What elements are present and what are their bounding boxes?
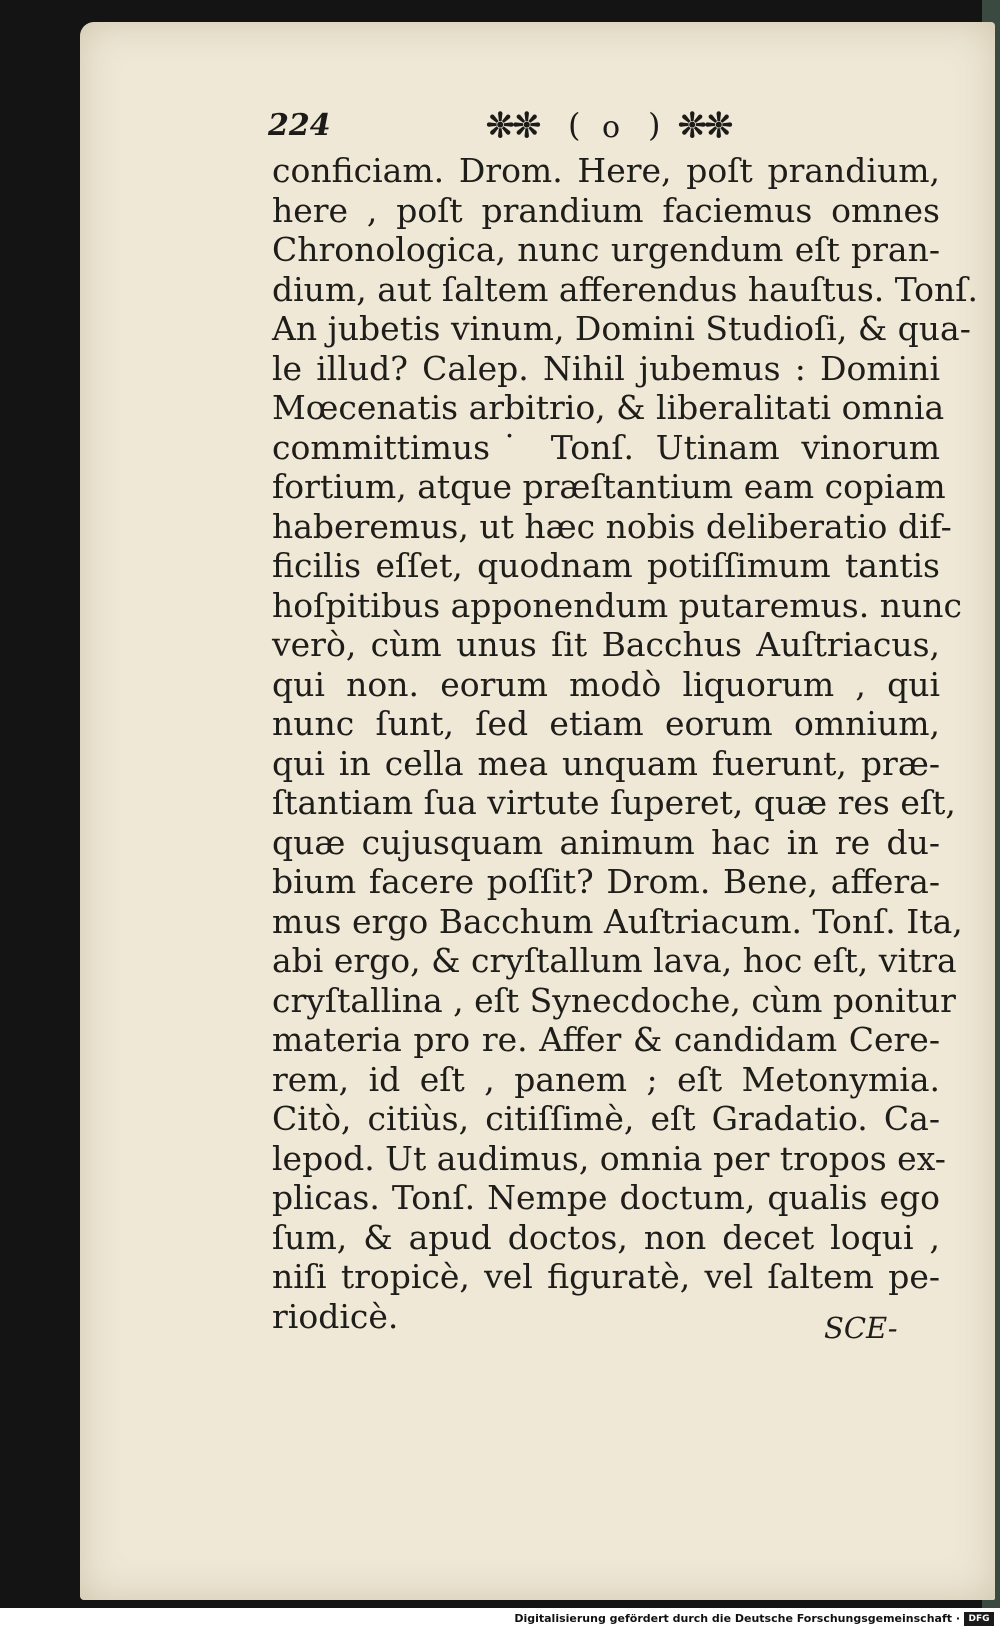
text-line: committimus˙ Tonſ. Utinam vinorum [272, 427, 940, 467]
text-line: conficiam. Drom. Here, poſt prandium, [272, 151, 940, 190]
header-center-mark: o [602, 110, 621, 145]
catchword: SCE- [824, 1311, 898, 1345]
text-line: ficilis eſſet, quodnam potiſſimum tantis [272, 546, 940, 585]
text-line: Chronologica, nunc urgendum eſt pran- [272, 230, 940, 269]
text-line: ſtantiam ſua virtute ſuperet, quæ res eſt, [272, 783, 956, 822]
text-line: Citò, citiùs, citiſſimè, eſt Gradatio. Ca- [272, 1099, 940, 1138]
ornament-right-icon: ❊❊ [678, 106, 731, 146]
text-line: rem, id eſt , panem ; eſt Metonymia. [272, 1059, 940, 1099]
text-line: dium, aut ſaltem afferendus hauſtus. Tonſ. [272, 269, 979, 309]
ornament-left-icon: ❊❊ [486, 106, 539, 146]
footer-credit: Digitalisierung gefördert durch die Deutsche Forschungsgemeinschaft · [514, 1612, 960, 1625]
body-text [272, 151, 979, 1336]
text-line: qui in cella mea unquam fuerunt, præ- [272, 743, 940, 783]
text-line: lepod. Ut audimus, omnia per tropos ex- [272, 1138, 946, 1178]
text-line: plicas. Tonſ. Nempe doctum, qualis ego [272, 1178, 940, 1217]
text-line: An jubetis vinum, Domini Studioſi, & qua- [272, 309, 971, 348]
text-line: hoſpitibus apponendum putaremus. nunc [272, 585, 962, 625]
dfg-logo-icon: DFG [964, 1612, 994, 1626]
text-line: haberemus, ut hæc nobis deliberatio dif- [272, 506, 952, 546]
text-line: verò, cùm unus ſit Bacchus Auſtriacus, [272, 625, 940, 664]
text-line: riodicè. [272, 1296, 399, 1336]
page-number: 224 [268, 108, 331, 143]
header-paren-close: ) [648, 106, 661, 144]
text-line: materia pro re. Affer & candidam Cere- [272, 1020, 940, 1059]
text-line: quæ cujusquam animum hac in re du- [272, 822, 940, 862]
text-line: mus ergo Bacchum Auſtriacum. Tonſ. Ita, [272, 901, 963, 941]
text-line: Mœcenatis arbitrio, & liberalitati omnia [272, 388, 945, 427]
text-line: ſum, & apud doctos, non decet loqui , [272, 1217, 940, 1257]
text-line: abi ergo, & cryſtallum lava, hoc eſt, vitra [272, 941, 957, 980]
running-header [268, 104, 731, 148]
text-line: cryſtallina , eſt Synecdoche, cùm ponitur [272, 980, 956, 1020]
text-line: le illud? Calep. Nihil jubemus : Domini [272, 348, 940, 388]
text-line: niſi tropicè, vel figuratè, vel ſaltem pe- [272, 1257, 940, 1296]
text-line: fortium, atque præſtantium eam copiam [272, 467, 946, 506]
text-line: here , poſt prandium faciemus omnes [272, 190, 940, 230]
text-line: bium facere poſſit? Drom. Bene, affera- [272, 862, 940, 901]
text-line: nunc ſunt, ſed etiam eorum omnium, [272, 704, 940, 743]
text-line: qui non. eorum modò liquorum , qui [272, 664, 940, 704]
header-paren-open: ( [568, 106, 581, 144]
